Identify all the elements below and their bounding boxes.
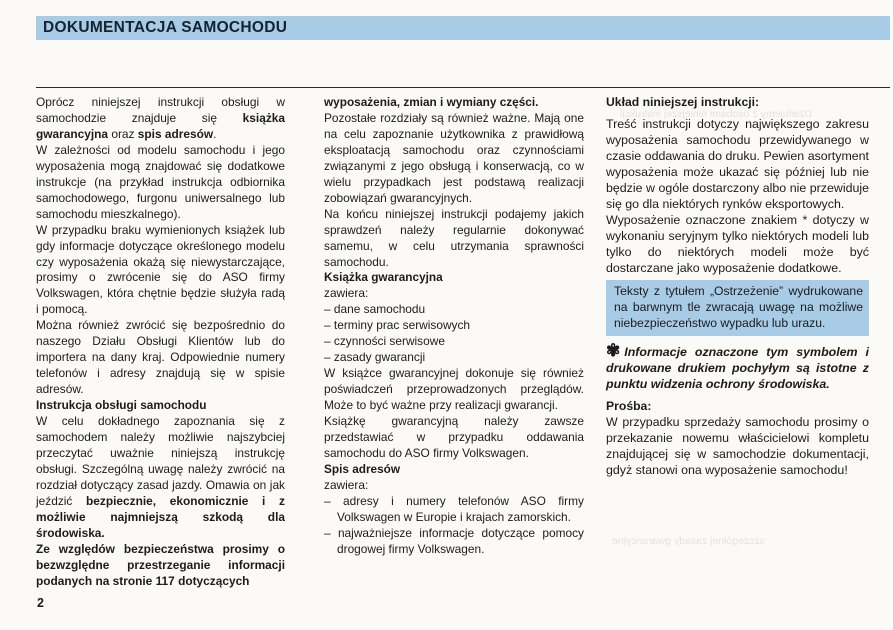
column-1 xyxy=(36,95,285,590)
column-3 xyxy=(606,95,869,479)
text-run: . xyxy=(213,126,217,141)
paragraph: W książce gwarancyjnej dokonuje się również poświadczeń przeprowadzonych przeglądów. Może to być ważne przy realizacji gwarancji. xyxy=(324,366,584,413)
paragraph xyxy=(36,414,285,542)
paragraph: Wyposażenie oznaczone znakiem * dotyczy w wykonaniu seryjnym tylko niektórych modeli lub tylko do niektórych modeli może być dostarczane jako wyposażenie dodatkowe. xyxy=(606,212,869,275)
list-item: – najważniejsze informacje dotyczące pomocy drogowej firmy Volkswagen. xyxy=(324,525,584,556)
subheading-spis: Spis adresów xyxy=(324,461,401,476)
list-intro: zawiera: xyxy=(324,477,369,492)
list-item: – zasady gwarancji xyxy=(324,350,426,365)
paragraph: Na końcu niniejszej instrukcji podajemy jakich sprawdzeń należy regularnie dokonywać samemu, w celu utrzymania sprawności samochodu. xyxy=(324,206,584,269)
warning-note-box xyxy=(606,280,869,335)
environment-icon: ✾ xyxy=(606,340,621,360)
list-item: – adresy i numery telefonów ASO firmy Volkswagen w Europie i krajach zamorskich. xyxy=(324,493,584,524)
subheading-instrukcja: Instrukcja obsługi samochodu xyxy=(36,398,207,413)
list-item: – czynności serwisowe xyxy=(324,334,445,349)
paragraph: Pozostałe rozdziały są również ważne. Mają one na celu zapoznanie użytkownika z prawidłową eksploatacją samochodu oraz czynnościami związanymi z jego obsługą i konserwacją, co w wielu przypadkach jest podstawą realizacji zobowiązań gwarancyjnych. xyxy=(324,110,584,205)
show-through-text: szczególnej zasady gwarancyjne xyxy=(612,535,765,547)
section-header-bar xyxy=(36,16,890,40)
intro-paragraph xyxy=(36,95,285,143)
list-item: – terminy prac serwisowych xyxy=(324,318,471,333)
header-rule xyxy=(36,87,890,88)
text-run: W celu dokładnego zapoznania się z samochodem należy możliwie najszybciej przeczytać uważnie niniejszą instrukcję obsługi. Szczególną uwagę należy zwrócić na rozdział dotyczący zasad jazdy. Omawia on jak jeździć xyxy=(36,414,285,508)
show-through-text: Dzielujemy z osobami niniejszej instrukcji xyxy=(620,108,812,120)
subheading-ksiazka: Książka gwarancyjna xyxy=(324,270,443,285)
paragraph: W zależności od modelu samochodu i jego wyposażenia mogą znajdować się dodatkowe instrukcje (na przykład instrukcja odbiornika samochodowego, furgonu uniwersalnego lub samochodu mieszkalnego). xyxy=(36,142,285,221)
paragraph: Książkę gwarancyjną należy zawsze przedstawiać w przypadku oddawania samochodu do ASO firmy Volkswagen. xyxy=(324,414,584,460)
paragraph: Można również zwrócić się bezpośrednio do naszego Działu Obsługi Klientów lub do importera na dany kraj. Odpowiednie numery telefonów i adresy znajdują się w spisie adresów. xyxy=(36,318,285,397)
page-title: DOKUMENTACJA SAMOCHODU xyxy=(43,19,288,36)
text-run: książka gwarancyjna xyxy=(36,110,285,141)
environment-note-text: Informacje oznaczone tym symbolem i drukowane drukiem pochyłym są istotne z punktu widzenia ochrony środowiska. xyxy=(606,344,869,391)
safety-paragraph: Ze względów bezpieczeństwa prosimy o bezwzględne przestrzeganie informacji podanych na stronie 117 dotyczących xyxy=(36,541,285,588)
list-item: – dane samochodu xyxy=(324,302,426,317)
text-run: spis adresów xyxy=(137,126,214,141)
list-intro: zawiera: xyxy=(324,286,369,301)
page-number: 2 xyxy=(37,596,44,610)
paragraph: W przypadku braku wymienionych książek lub gdy informacje dotyczące określonego modelu czy wyposażenia okażą się niewystarczające, prosimy o zwrócenie się do ASO firmy Volkswagen, która chętnie będzie służyła radą i pomocą. xyxy=(36,222,285,317)
column-2 xyxy=(324,95,584,558)
warning-note-text: Teksty z tytułem „Ostrzeżenie” wydrukowane na barwnym tle zwracają uwagę na możliwe niebezpieczeństwo wypadku lub urazu. xyxy=(614,284,863,331)
continued-heading: wyposażenia, zmian i wymiany części. xyxy=(324,95,539,109)
subheading-prosba: Prośba: xyxy=(606,398,652,413)
paragraph: W przypadku sprzedaży samochodu prosimy o przekazanie nowemu właścicielowi kompletu znajdującej się w samochodzie dokumentacji, gdyż stanowi ona wyposażenie samochodu! xyxy=(606,414,869,477)
paragraph: Treść instrukcji dotyczy największego zakresu wyposażenia samochodu przewidywanego w czasie oddawania do druku. Pewien asortyment wyposażenia może ukazać się później lub nie będzie w ogóle dostarczony albo nie przewiduje się go dla niektórych rynków eksportowych. xyxy=(606,116,869,211)
text-run: bezpiecznie, ekonomicznie i z możliwie najmniejszą szkodą dla środowiska. xyxy=(36,493,285,540)
subheading-uklad: Układ niniejszej instrukcji: xyxy=(606,95,760,109)
text-run: oraz xyxy=(108,126,138,141)
text-run: Oprócz niniejszej instrukcji obsługi w samochodzie znajduje się xyxy=(36,95,285,125)
environment-note xyxy=(606,340,869,393)
